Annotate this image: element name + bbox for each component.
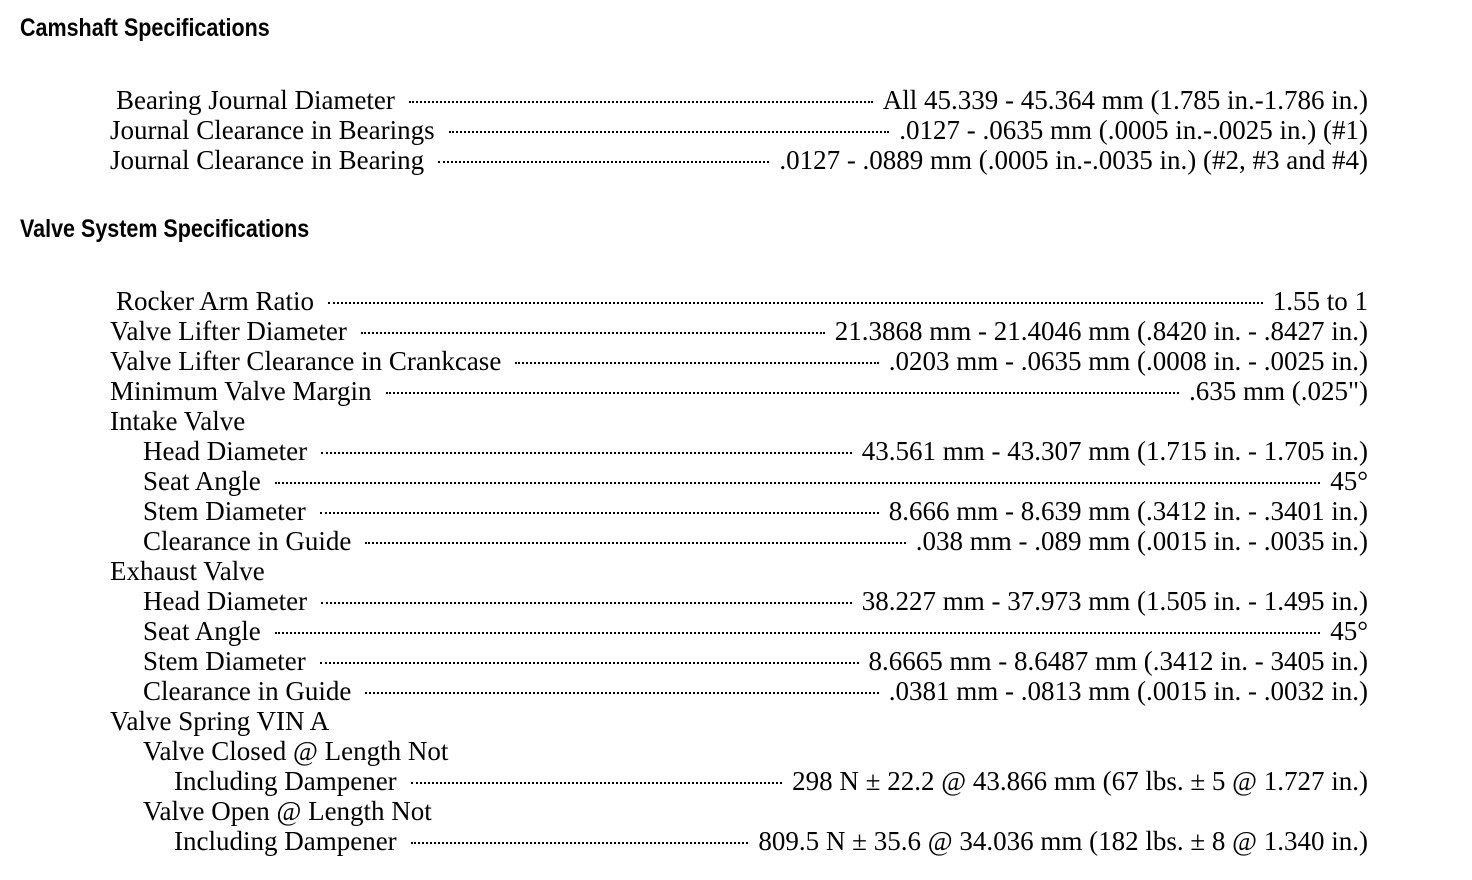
spec-subgroup-valve-open (110, 796, 1368, 826)
spec-label: Head Diameter (143, 436, 308, 466)
dot-leader (275, 632, 1320, 634)
dot-leader (515, 362, 878, 364)
spec-value: 45° (1330, 616, 1368, 646)
spec-row-valve-open-including-dampener (110, 826, 1368, 856)
dot-leader (411, 782, 782, 784)
spec-label: Stem Diameter (143, 496, 306, 526)
dot-leader (321, 452, 852, 454)
spec-label: Minimum Valve Margin (110, 376, 372, 406)
spec-group-intake-valve (110, 406, 1368, 436)
spec-value: 809.5 N ± 35.6 @ 34.036 mm (182 lbs. ± 8 @ 1.340 in.) (758, 826, 1368, 856)
spec-group-label: Intake Valve (110, 406, 246, 436)
spec-value: 21.3868 mm - 21.4046 mm (.8420 in. - .8427 in.) (834, 316, 1368, 346)
spec-subgroup-label: Valve Open @ Length Not (143, 796, 432, 826)
spec-value: 45° (1330, 466, 1368, 496)
spec-label: Including Dampener (174, 826, 397, 856)
spec-value: .0203 mm - .0635 mm (.0008 in. - .0025 in.) (888, 346, 1368, 376)
spec-value: .0127 - .0635 mm (.0005 in.-.0025 in.) (#1) (899, 115, 1368, 145)
camshaft-spec-list (110, 85, 1368, 175)
spec-row-exhaust-seat-angle (110, 616, 1368, 646)
spec-value: 38.227 mm - 37.973 mm (1.505 in. - 1.495 in.) (861, 586, 1368, 616)
dot-leader (365, 692, 878, 694)
spec-value: .635 mm (.025") (1188, 376, 1368, 406)
dot-leader (438, 161, 769, 163)
spec-value: All 45.339 - 45.364 mm (1.785 in.-1.786 in.) (882, 85, 1368, 115)
spec-subgroup-label: Valve Closed @ Length Not (143, 736, 449, 766)
dot-leader (320, 662, 859, 664)
spec-value: 298 N ± 22.2 @ 43.866 mm (67 lbs. ± 5 @ 1.727 in.) (792, 766, 1368, 796)
spec-label: Stem Diameter (143, 646, 306, 676)
spec-value: 8.666 mm - 8.639 mm (.3412 in. - .3401 in.) (888, 496, 1368, 526)
spec-row-intake-head-diameter (110, 436, 1368, 466)
spec-value: 1.55 to 1 (1272, 286, 1368, 316)
spec-label: Rocker Arm Ratio (116, 286, 314, 316)
spec-subgroup-valve-closed (110, 736, 1368, 766)
spec-label: Clearance in Guide (143, 676, 352, 706)
dot-leader (365, 542, 905, 544)
spec-label: Seat Angle (143, 616, 261, 646)
spec-group-exhaust-valve (110, 556, 1368, 586)
spec-label: Valve Lifter Clearance in Crankcase (110, 346, 502, 376)
spec-label: Head Diameter (143, 586, 308, 616)
spec-label: Journal Clearance in Bearings (110, 115, 435, 145)
spec-row-valve-lifter-clearance (110, 346, 1368, 376)
spec-row-intake-stem-diameter (110, 496, 1368, 526)
camshaft-section-title: Camshaft Specifications (20, 14, 270, 42)
spec-value: 43.561 mm - 43.307 mm (1.715 in. - 1.705 in.) (861, 436, 1368, 466)
spec-group-valve-spring (110, 706, 1368, 736)
dot-leader (411, 842, 749, 844)
dot-leader (320, 512, 879, 514)
dot-leader (409, 101, 873, 103)
spec-row-exhaust-stem-diameter (110, 646, 1368, 676)
dot-leader (449, 131, 890, 133)
spec-row-bearing-journal-diameter (110, 85, 1368, 115)
spec-row-exhaust-head-diameter (110, 586, 1368, 616)
spec-row-valve-closed-including-dampener (110, 766, 1368, 796)
dot-leader (275, 482, 1320, 484)
dot-leader (321, 602, 852, 604)
valve-system-spec-list (110, 286, 1368, 856)
spec-label: Including Dampener (174, 766, 397, 796)
spec-row-journal-clearance-bearings (110, 115, 1368, 145)
spec-row-rocker-arm-ratio (110, 286, 1368, 316)
spec-row-exhaust-clearance-in-guide (110, 676, 1368, 706)
spec-row-intake-seat-angle (110, 466, 1368, 496)
spec-label: Journal Clearance in Bearing (110, 145, 425, 175)
valve-system-section-title: Valve System Specifications (20, 215, 310, 243)
spec-label: Bearing Journal Diameter (116, 85, 395, 115)
spec-row-minimum-valve-margin (110, 376, 1368, 406)
spec-value: .0127 - .0889 mm (.0005 in.-.0035 in.) (#2, #3 and #4) (779, 145, 1368, 175)
spec-label: Seat Angle (143, 466, 261, 496)
spec-value: .038 mm - .089 mm (.0015 in. - .0035 in.) (915, 526, 1368, 556)
spec-group-label: Exhaust Valve (110, 556, 265, 586)
spec-row-intake-clearance-in-guide (110, 526, 1368, 556)
spec-group-label: Valve Spring VIN A (110, 706, 330, 736)
spec-row-journal-clearance-bearing (110, 145, 1368, 175)
spec-label: Clearance in Guide (143, 526, 352, 556)
dot-leader (328, 302, 1263, 304)
spec-value: .0381 mm - .0813 mm (.0015 in. - .0032 in.) (888, 676, 1368, 706)
spec-row-valve-lifter-diameter (110, 316, 1368, 346)
spec-value: 8.6665 mm - 8.6487 mm (.3412 in. - 3405 in.) (868, 646, 1368, 676)
dot-leader (386, 392, 1179, 394)
spec-label: Valve Lifter Diameter (110, 316, 347, 346)
dot-leader (361, 332, 825, 334)
